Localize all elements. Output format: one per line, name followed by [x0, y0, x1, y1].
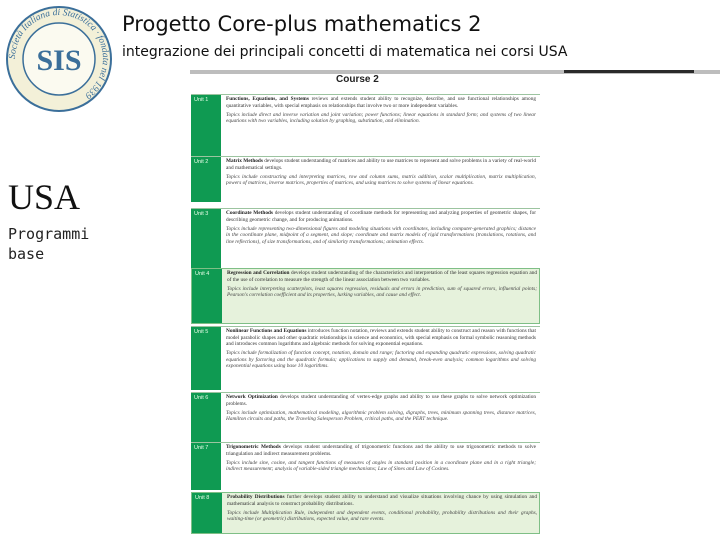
unit-topics: Topics include interpreting scatterplots, least squares regression, residuals and errors in prediction, sum of squared errors, influential points; Pearson's correlation coefficient and its properties, lurking variables, and cause and effect. — [227, 285, 537, 299]
unit-label: Unit 7 — [194, 445, 209, 451]
unit-title: Matrix Methods — [226, 158, 263, 164]
unit-label: Unit 1 — [194, 97, 209, 103]
unit-summary: reviews and extends student ability to recognize, describe, and use functional relationships among quantitative variables, with special emphasis on relationships that involve two or more independent variables. — [226, 96, 536, 109]
unit-tab — [191, 95, 221, 156]
unit-tab — [192, 269, 222, 323]
unit-body — [226, 158, 536, 189]
logo-ring-text: Società Italiana di Statistica · fondata nel 1939 — [7, 7, 111, 101]
unit-title: Nonlinear Functions and Equations — [226, 328, 307, 334]
unit-4 — [191, 268, 540, 324]
unit-title: Regression and Correlation — [227, 270, 290, 276]
unit-topics: Topics include formalization of function concept, notation, domain and range; factoring and expanding quadratic expressions, solving quadratic equations by factoring and the quadratic formula; applications to supply and demand, break-even analysis; common logarithms and solving exponential equations using base 10 logarithms. — [226, 350, 536, 370]
unit-tab — [191, 327, 221, 390]
slide-title: Progetto Core-plus mathematics 2 — [122, 12, 482, 36]
sis-logo — [4, 4, 114, 114]
unit-summary: develops student understanding of trigonometric functions and the ability to use trigonometric methods to solve triangulation and indirect measurement problems. — [226, 444, 536, 457]
unit-tab — [191, 209, 221, 268]
unit-topics: Topics include direct and inverse variation and joint variation; power functions; linear equations in standard form; and systems of two linear equations with two variables, including solution by graphing, substitution, and elimination. — [226, 111, 536, 125]
course-document — [191, 94, 540, 534]
unit-body — [226, 210, 536, 248]
unit-summary: further develops student ability to understand and visualize situations involving chance by using simulation and mathematical analysis to construct probability distributions. — [227, 494, 537, 507]
unit-summary: develops student understanding of matrices and ability to use matrices to represent and solve problems in a variety of real-world and mathematical settings. — [226, 158, 536, 171]
unit-body — [226, 394, 536, 425]
unit-6 — [191, 392, 540, 442]
country-label: USA — [8, 177, 81, 217]
unit-7 — [191, 442, 540, 490]
unit-tab — [191, 443, 221, 490]
unit-body — [227, 494, 537, 525]
unit-title: Network Optimization — [226, 394, 278, 400]
unit-title: Functions, Equations, and Systems — [226, 96, 309, 102]
unit-label: Unit 8 — [195, 495, 210, 501]
unit-3 — [191, 208, 540, 268]
header-divider-accent — [564, 70, 694, 73]
unit-topics: Topics include sine, cosine, and tangent functions of measures of angles in standard position in a coordinate plane and in a right triangle; indirect measurement; analysis of variable-sided triangle mechanisms; Law of Sines and Law of Cosines. — [226, 459, 536, 473]
unit-summary: develops student understanding of the characteristics and interpretation of the least squares regression equation and of the use of correlation to measure the strength of the linear association between two variables. — [227, 270, 537, 283]
unit-title: Trigonometric Methods — [226, 444, 281, 450]
unit-1 — [191, 94, 540, 156]
unit-label: Unit 3 — [194, 211, 209, 217]
unit-topics: Topics include constructing and interpreting matrices, row and column sums, matrix addition, scalar multiplication, matrix multiplication, powers of matrices, inverse matrices, properties of matrices, and using matrices to solve systems of linear equations. — [226, 173, 536, 187]
unit-2 — [191, 156, 540, 202]
unit-8 — [191, 492, 540, 534]
unit-body — [226, 328, 536, 373]
programmi-text: Programmi base — [8, 225, 90, 263]
unit-label: Unit 2 — [194, 159, 209, 165]
unit-tab — [191, 393, 221, 442]
unit-topics: Topics include optimization, mathematical modeling, algorithmic problem solving, digraphs, trees, minimum spanning trees, distance matrices, Hamilton circuits and paths, the Traveling Salesperson Problem, critical paths, and the PERT technique. — [226, 409, 536, 423]
unit-body — [226, 444, 536, 475]
programmi-label — [8, 224, 108, 264]
unit-label: Unit 6 — [194, 395, 209, 401]
unit-title: Probability Distributions — [227, 494, 285, 500]
unit-body — [226, 96, 536, 127]
unit-summary: introduces function notation, reviews and extends student ability to construct and reason with functions that model parabolic shapes and other quadratic relationships in science and economics, with special emphasis on formal symbolic reasoning methods and introduces common logarithms and algebraic methods for solving exponential equations. — [226, 328, 536, 348]
unit-tab — [191, 157, 221, 202]
unit-label: Unit 5 — [194, 329, 209, 335]
logo-monogram: SIS — [36, 44, 82, 77]
slide-subtitle: integrazione dei principali concetti di matematica nei corsi USA — [122, 44, 568, 60]
unit-label: Unit 4 — [195, 271, 210, 277]
unit-summary: develops student understanding of coordinate methods for representing and analyzing properties of geometric shapes, for describing geometric change, and for producing animations. — [226, 210, 536, 223]
unit-summary: develops student understanding of vertex-edge graphs and ability to use these graphs to solve network optimization problems. — [226, 394, 536, 407]
course-heading: Course 2 — [336, 74, 379, 85]
unit-tab — [192, 493, 222, 533]
unit-topics: Topics include Multiplication Rule, independent and dependent events, conditional probability, probability distributions and their graphs, waiting-time (or geometric) distributions, expected value, and rare events. — [227, 509, 537, 523]
unit-5 — [191, 326, 540, 390]
unit-body — [227, 270, 537, 301]
unit-title: Coordinate Methods — [226, 210, 273, 216]
unit-topics: Topics include representing two-dimensional figures and modeling situations with coordinates, including computer-generated graphics; distance in the coordinate plane, midpoint of a segment, and slope; coordinate and matrix models of rigid transformations (translations, rotations, and line reflections), of size transformations, and of similarity transformations; animation effects. — [226, 225, 536, 245]
